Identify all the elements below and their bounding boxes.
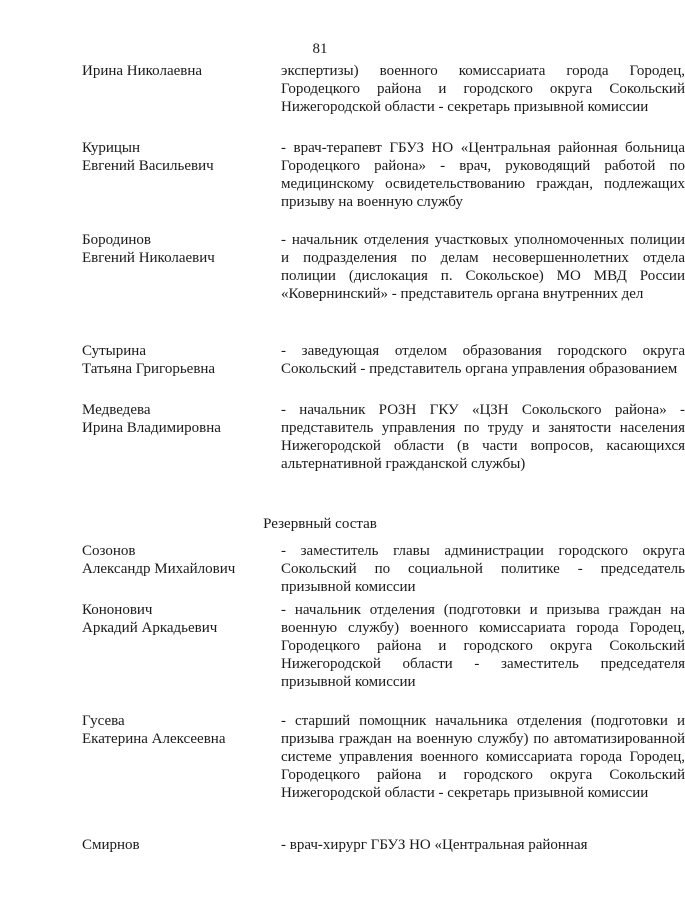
member-given-name: Аркадий Аркадьевич <box>82 620 218 636</box>
member-role: - начальник отделения участковых уполномоченных полиции и подразделения по делам несовершеннолетних отдела полиции (дислокация п. Сокольское) МО МВД России «Ковернинский» - представитель органа внутренних дел <box>281 232 685 302</box>
member-surname: Гусева <box>82 713 125 729</box>
member-role: - начальник отделения (подготовки и призыва граждан на военную службу) военного комиссариата города Городец, Городецкого района и городского округа Сокольский Нижегородской области - заместитель председателя призывной комиссии <box>281 602 685 690</box>
member-role: - заведующая отделом образования городского округа Сокольский - представитель органа управления образованием <box>281 343 685 377</box>
section-title: Резервный состав <box>263 516 377 532</box>
member-given-name: Екатерина Алексеевна <box>82 731 226 747</box>
member-role: - врач-терапевт ГБУЗ НО «Центральная районная больница Городецкого района» - врач, руководящий работой по медицинскому освидетельствованию граждан, подлежащих призыву на военную службу <box>281 140 685 210</box>
member-name <box>82 712 272 748</box>
member-given-name: Александр Михайлович <box>82 561 236 577</box>
member-name <box>82 139 272 175</box>
member-name <box>82 342 272 378</box>
member-surname: Бородинов <box>82 232 151 248</box>
member-surname: Сутырина <box>82 343 146 359</box>
member-role: - врач-хирург ГБУЗ НО «Центральная районная <box>281 837 588 853</box>
member-given-name: Ирина Николаевна <box>82 63 203 79</box>
member-surname: Созонов <box>82 543 136 559</box>
member-role: экспертизы) военного комиссариата города Городец, Городецкого района и городского округа Сокольский Нижегородской области - секретарь призывной комиссии <box>281 63 685 115</box>
member-name <box>82 401 272 437</box>
member-name <box>82 601 272 637</box>
member-name <box>82 62 272 80</box>
member-surname: Курицын <box>82 140 141 156</box>
member-given-name: Татьяна Григорьевна <box>82 361 216 377</box>
member-given-name: Ирина Владимировна <box>82 420 221 436</box>
member-surname: Смирнов <box>82 837 140 853</box>
member-role: - заместитель главы администрации городского округа Сокольский по социальной политике - председатель призывной комиссии <box>281 543 685 595</box>
page-number: 81 <box>312 41 328 57</box>
member-role: - старший помощник начальника отделения (подготовки и призыва граждан на военную службу) по автоматизированной системе управления военного комиссариата города Городец, Городецкого района и городского округа Сокольский Нижегородской области - секретарь призывной комиссии <box>281 713 685 801</box>
member-name <box>82 231 272 267</box>
member-surname: Кононович <box>82 602 153 618</box>
member-given-name: Евгений Николаевич <box>82 250 215 266</box>
member-name <box>82 542 272 578</box>
member-given-name: Евгений Васильевич <box>82 158 214 174</box>
member-name <box>82 836 272 854</box>
member-role: - начальник РОЗН ГКУ «ЦЗН Сокольского района» - представитель управления по труду и занятости населения Нижегородской области (в части вопросов, касающихся альтернативной гражданской службы) <box>281 402 685 472</box>
member-surname: Медведева <box>82 402 151 418</box>
